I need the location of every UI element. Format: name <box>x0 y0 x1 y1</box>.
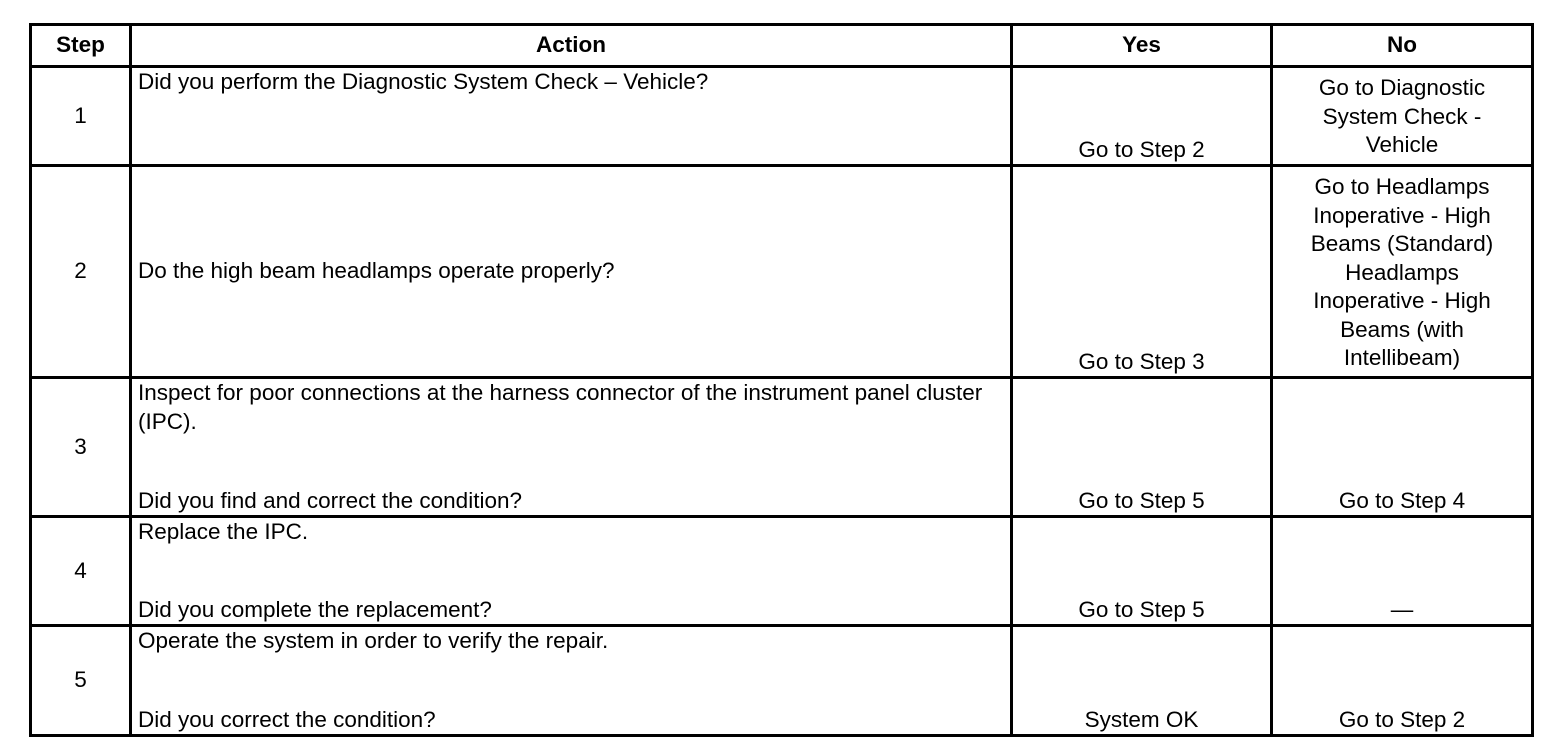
action-question: Did you correct the condition? <box>138 706 436 732</box>
yes-result: System OK <box>1012 626 1272 736</box>
action-cell <box>131 517 1012 626</box>
yes-result: Go to Step 2 <box>1012 67 1272 166</box>
header-row <box>31 25 1533 67</box>
step-number: 5 <box>31 626 131 736</box>
no-result: Go to Step 2 <box>1272 626 1533 736</box>
step-number: 4 <box>31 517 131 626</box>
step-number: 3 <box>31 378 131 517</box>
yes-result: Go to Step 3 <box>1012 166 1272 378</box>
action-cell <box>131 166 1012 378</box>
action-question: Do the high beam headlamps operate properly? <box>138 258 615 284</box>
action-text: Did you perform the Diagnostic System Check – Vehicle? <box>138 69 709 94</box>
table-row <box>31 67 1533 166</box>
action-cell <box>131 67 1012 166</box>
diagnostic-table <box>29 23 1534 737</box>
yes-result: Go to Step 5 <box>1012 378 1272 517</box>
action-text: Operate the system in order to verify the repair. <box>138 628 609 653</box>
table-row <box>31 517 1533 626</box>
no-result: — <box>1272 517 1533 626</box>
step-number: 2 <box>31 166 131 378</box>
header-action: Action <box>131 25 1012 67</box>
no-result: Go to Headlamps Inoperative - High Beams (Standard) Headlamps Inoperative - High Beams (with Intellibeam) <box>1272 166 1533 378</box>
action-cell <box>131 626 1012 736</box>
yes-result: Go to Step 5 <box>1012 517 1272 626</box>
action-cell <box>131 378 1012 517</box>
table-row <box>31 378 1533 517</box>
step-number: 1 <box>31 67 131 166</box>
no-result: Go to Diagnostic System Check - Vehicle <box>1272 67 1533 166</box>
header-no: No <box>1272 25 1533 67</box>
action-text: Inspect for poor connections at the harness connector of the instrument panel cluster (IPC). <box>138 380 983 434</box>
no-result: Go to Step 4 <box>1272 378 1533 517</box>
table-row <box>31 626 1533 736</box>
table-row <box>31 166 1533 378</box>
header-step: Step <box>31 25 131 67</box>
action-question: Did you complete the replacement? <box>138 596 492 622</box>
action-question: Did you find and correct the condition? <box>138 487 522 513</box>
action-text: Replace the IPC. <box>138 519 309 544</box>
header-yes: Yes <box>1012 25 1272 67</box>
